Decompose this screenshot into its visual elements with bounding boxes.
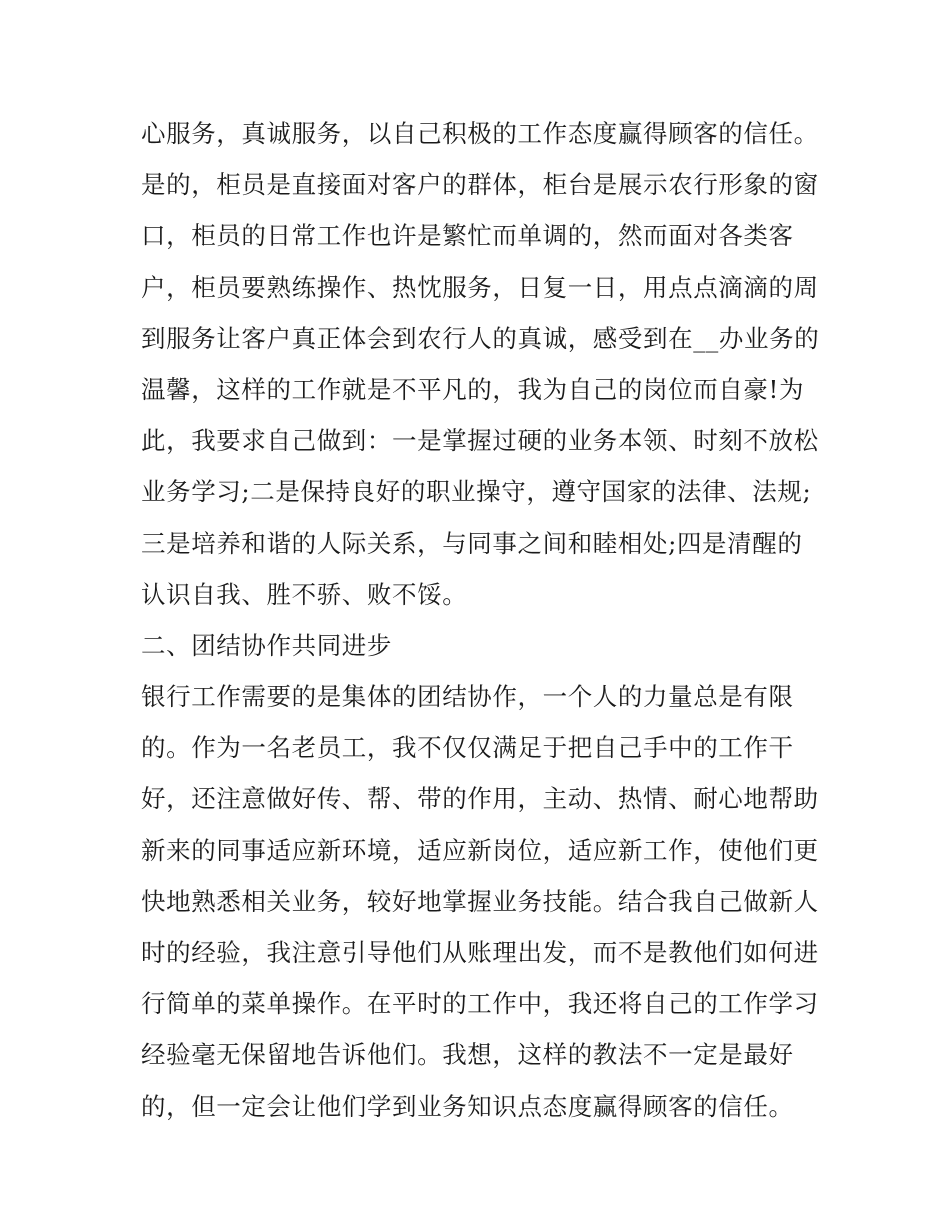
- text-line: 的，但一定会让他们学到业务知识点态度赢得顾客的信任。: [141, 1091, 794, 1121]
- text-line: 认识自我、胜不骄、败不馁。: [141, 579, 468, 609]
- text-line: 户，柜员要熟练操作、热忱服务，日复一日，用点点滴滴的周: [141, 272, 819, 302]
- text-line: 好，还注意做好传、帮、带的作用，主动、热情、耐心地帮助: [141, 784, 819, 814]
- text-line: 温馨，这样的工作就是不平凡的，我为自己的岗位而自豪!为: [141, 374, 805, 404]
- text-line: 时的经验，我注意引导他们从账理出发，而不是教他们如何进: [141, 938, 819, 967]
- text-line: 到服务让客户真正体会到农行人的真诚，感受到在__办业务的: [141, 323, 820, 353]
- text-line: 心服务，真诚服务，以自己积极的工作态度赢得顾客的信任。: [141, 119, 819, 148]
- body-text: [141, 108, 831, 1132]
- text-line: 三是培养和谐的人际关系，与同事之间和睦相处;四是清醒的: [141, 528, 803, 558]
- text-line: 新来的同事适应新环境，适应新岗位，适应新工作，使他们更: [141, 835, 819, 865]
- text-line: 是的，柜员是直接面对客户的群体，柜台是展示农行形象的窗: [141, 170, 819, 200]
- text-line: 快地熟悉相关业务，较好地掌握业务技能。结合我自己做新人: [141, 886, 819, 916]
- text-line: 行简单的菜单操作。在平时的工作中，我还将自己的工作学习: [141, 989, 819, 1019]
- text-line: 此，我要求自己做到：一是掌握过硬的业务本领、时刻不放松: [141, 426, 819, 456]
- text-line: 的。作为一名老员工，我不仅仅满足于把自己手中的工作干: [141, 733, 794, 763]
- text-line: 口，柜员的日常工作也许是繁忙而单调的，然而面对各类客: [141, 221, 794, 251]
- text-line: 业务学习;二是保持良好的职业操守，遵守国家的法律、法规;: [141, 477, 812, 507]
- text-line: 银行工作需要的是集体的团结协作，一个人的力量总是有限: [141, 682, 794, 712]
- section-heading: 二、团结协作共同进步: [141, 630, 392, 660]
- text-line: 经验毫无保留地告诉他们。我想，这样的教法不一定是最好: [141, 1040, 794, 1070]
